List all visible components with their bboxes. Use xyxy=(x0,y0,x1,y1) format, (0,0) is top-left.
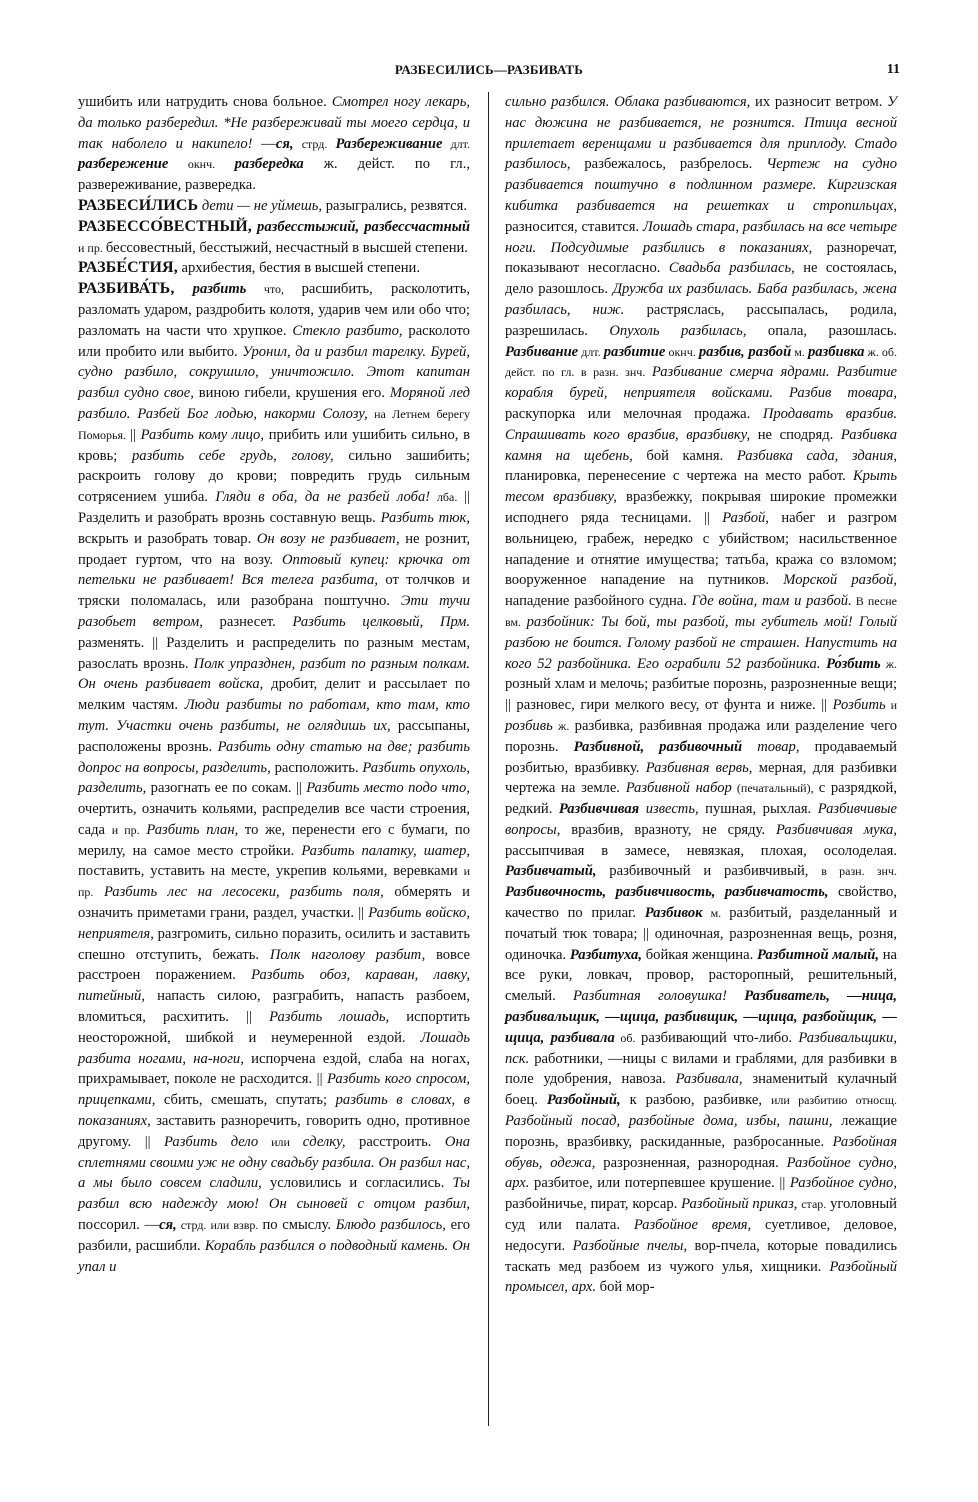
entry-text: Гляди в оба, да не разбей лоба! xyxy=(215,489,431,506)
entry-text: || Разделить и разобрать врознь составную вещь. xyxy=(78,489,471,526)
entry-text xyxy=(174,281,192,297)
entry-text: разбить себе грудь, голову, xyxy=(131,447,334,464)
entry-text: и пр. xyxy=(78,240,106,255)
entry-text: об. xyxy=(614,1030,642,1045)
entry-text: планировка, перенесение с чертежа на место работ. xyxy=(505,468,853,485)
entry-text: Лошадь стара, разбилась на все четыре ноги. Подсудимые разбились в показаниях, xyxy=(505,218,897,256)
entry-text: розбивь xyxy=(505,717,553,734)
entry-text: разбитие xyxy=(603,343,666,360)
entry-text: ж. xyxy=(552,718,575,733)
entry-text: Крыть тесом вразбивку, xyxy=(505,468,897,506)
entry-text xyxy=(742,739,757,755)
entry-text: Разбойное судно, арх. xyxy=(505,1154,898,1192)
entry-text: вскрыть и разобрать товар. xyxy=(78,530,257,547)
entry-text: нападение разбойного судна. xyxy=(505,593,692,610)
column-divider xyxy=(488,92,489,1426)
entry-text: Продавать вразбив. Спрашивать кого вразбив, вразбивку, xyxy=(505,405,897,443)
entry-text xyxy=(727,988,744,1004)
entry-text: Разбить войско, неприятеля, xyxy=(78,905,470,942)
entry-text: испортить неосторожной, шибкой и неумеренной ездой. xyxy=(78,1009,471,1046)
entry-text: Разбить кого спросом, прицепками, xyxy=(78,1071,470,1109)
entry-text: Разбивной, разбивочный xyxy=(573,738,743,755)
entry-text: рассыпчивая в замесе, невязкая, плохая, осолоделая. xyxy=(505,842,897,859)
entry-text: Разбойное время, xyxy=(633,1217,752,1234)
entry-text: стрд. или взвр. xyxy=(176,1218,263,1233)
entry-text: окнч. xyxy=(665,344,699,359)
entry-text: розный хлам и мелочь; разбитые порознь, разрозненные вещи; || разновес, гири мелкого весу, от фунта и ниже. || xyxy=(505,676,897,714)
entry-text: на Летнем берегу Поморья. xyxy=(78,406,470,442)
entry-text: бой камня. xyxy=(632,447,737,464)
entry-text: Смотрел ногу лекарь, да только разбередил. *Не разбереживай ты моего сердца, и так наболело и накипело! xyxy=(78,94,470,152)
running-header xyxy=(78,62,900,84)
entry-text: архибестия, бестия в высшей степени. xyxy=(177,260,420,277)
entry-text: (печатальный), xyxy=(731,781,819,796)
entry-text: уголовный суд или палата. xyxy=(505,1196,897,1234)
entry-text: Разбить место подо что, xyxy=(306,780,470,797)
entry-text: Морской разбой, xyxy=(783,572,897,589)
entry-text: Где война, там и разбой. xyxy=(691,593,852,610)
entry-text: не сподряд. xyxy=(750,426,841,443)
entry-headword: РАЗБЕСИ́ЛИСЬ xyxy=(78,196,199,214)
entry-text: ж. об. дейст. по гл. в разн. знч. xyxy=(505,344,898,380)
entry-text: знаменитый кулачный боец. xyxy=(505,1071,897,1109)
entry-text: вразбежку, покрывая широкие промежки исподнего ряда тесницами. || xyxy=(505,489,897,526)
entry-text: Разбивчатый, xyxy=(505,863,597,880)
entry-text: товар, xyxy=(757,738,800,755)
entry-text: Разбойные пчелы, xyxy=(572,1237,688,1254)
entry-text: Разбивочность, разбивчивость, разбивчатость, xyxy=(505,884,829,901)
entry-text: дробит, делит и рассылает по мелким частям. xyxy=(78,676,470,714)
entry-text: не рознит, продает гуртом, что на возу. xyxy=(78,530,470,568)
entry-text: прибить или ушибить сильно, в кровь; xyxy=(78,426,470,464)
entry-text: Разбить лес на лесосеки, разбить поля, xyxy=(103,884,384,901)
entry-text: Разбитная головушка! xyxy=(573,988,728,1005)
page-number: 11 xyxy=(886,62,900,77)
entry-text: Люди разбиты по работам, кто там, кто тут. Участки очень разбиты, не оглядишь их, xyxy=(78,697,470,734)
entry-text: Разбивчивая мука, xyxy=(775,821,897,838)
entry-text: Ты разбил всю надежду мою! Он сыновей с отцом разбил, xyxy=(78,1175,471,1213)
entry-text: их разносит ветром. xyxy=(750,94,888,110)
entry-text: и пр. xyxy=(111,822,140,837)
entry-text: продаваемый розбитью, вразбивку. xyxy=(505,738,897,776)
entry-text: Разбивчивая xyxy=(558,801,640,818)
entry-text: Корабль разбился о подводный камень. Он упал и xyxy=(78,1237,470,1275)
entry-text: Разбойная обувь, одежа, xyxy=(505,1133,897,1171)
entry-text: Прм. xyxy=(439,613,471,630)
entry-text: к разбою, разбивке, xyxy=(620,1092,771,1109)
entry-text: Разбивная вервь, xyxy=(645,759,753,776)
entry-text: на все руки, ловкач, провор, расторопный, решительный, смелый. xyxy=(505,946,898,1005)
entry-text: разогнать ее по сокам. || xyxy=(146,780,307,797)
entry-text xyxy=(93,884,104,900)
entry-text: по смыслу. xyxy=(262,1217,336,1234)
entry-text: Разбить обоз, караван, лавку, питейный, xyxy=(78,967,471,1005)
entry-text: Разбить опухоль, разделить, xyxy=(78,759,470,797)
entry-text: мерная, для разбивки чертежа на земле. xyxy=(505,759,897,797)
entry-text: ниж. xyxy=(592,301,625,318)
entry-text: бой мор- xyxy=(596,1279,655,1296)
entry-text: рассыпаны, расположены врознь. xyxy=(78,717,470,755)
entry-text: разбивка, разбивная продажа или разделение чего порознь. xyxy=(505,717,897,755)
entry-text: Лошадь разбита ногами, на-ноги, xyxy=(78,1029,470,1067)
entry-text: то же, перенести его с бумаги, по мерилу, на самое место стройки. xyxy=(78,821,470,859)
entry-text: бессовестный, бесстыжий, несчастный в высшей степени. xyxy=(105,239,468,256)
entry-text: опала, разошлась. xyxy=(746,322,897,339)
entry-headword: РАЗБИВА́ТЬ, xyxy=(78,280,175,298)
entry-text: пушная, рыхлая. xyxy=(698,801,818,818)
entry-text: расположить. xyxy=(270,759,363,776)
entry-text: Разбивной набор xyxy=(625,780,732,797)
entry-text: Разбивала, xyxy=(675,1071,743,1088)
entry-text: Разбить тюк, xyxy=(380,509,470,526)
entry-text: разбив, разбой xyxy=(698,343,792,360)
entry-text: обмерять и означить приметами грани, раздел, участки. || xyxy=(78,884,470,922)
right-column xyxy=(505,92,897,1298)
entry-text: заставить разноречить, говорить одно, противное другому. || xyxy=(78,1113,470,1150)
entry-text: разносится, ставится. xyxy=(505,218,643,235)
entry-text: пск. xyxy=(505,1050,530,1067)
entry-text: Разбивчивые вопросы, xyxy=(505,801,897,838)
entry-text: окнч. xyxy=(168,157,235,172)
entry-text: длт. xyxy=(442,136,470,151)
left-column-entry xyxy=(78,279,470,1277)
entry-text: м. xyxy=(702,906,730,921)
entry-text: виною гибели, крушения его. xyxy=(193,385,390,402)
entry-text: разноречат, показывают несогласно. xyxy=(505,239,897,277)
entry-text: разбойничье, пират, корсар. xyxy=(505,1196,682,1213)
entry-text xyxy=(571,302,593,318)
entry-text: Разбитной малый, xyxy=(756,946,879,963)
entry-text: бойкая женщина. xyxy=(642,946,757,963)
left-column-entry xyxy=(78,196,470,217)
entry-text: Розбить xyxy=(832,697,886,714)
entry-text: Полк наголову разбит, xyxy=(269,946,426,963)
entry-text: Разбить палатку, шатер, xyxy=(301,842,470,859)
entry-text: дети — не уймешь, xyxy=(201,197,323,214)
entry-text: У нас дюжина не разбивается, не рознится. Птица весной прилетает веренщами и разбивается для приплоду. Стадо разбилось, xyxy=(505,94,897,173)
entry-text: Разбить одну статью на две; разбить допрос на вопросы, разделить, xyxy=(78,738,470,776)
entry-text: Чертеж на судно разбивается поштучно в подлинном размере. Киргизская кибитка разбивается на решетках и стропильцах, xyxy=(505,156,897,214)
entry-text: его разбили, расшибли. xyxy=(78,1217,470,1254)
entry-text: Разбитуха, xyxy=(569,946,642,963)
entry-text: сильно зашибить; раскроить голову до крови; повредить грудь сильным сотрясением ушиба. xyxy=(78,447,471,506)
entry-text: Разбивальщики, xyxy=(798,1029,897,1046)
entry-text: Дружба их разбилась. Баба разбилась, жена разбилась, xyxy=(505,281,897,318)
entry-text: Разбивка сада, здания, xyxy=(736,447,897,464)
entry-text: не состоялась, дело разошлось. xyxy=(505,260,897,298)
entry-text: разбивка xyxy=(807,343,865,360)
entry-text: разбитый, разделанный и початый тюк товара; || одиночная, разрозненная вещь, розня, одиночка. xyxy=(505,905,898,963)
entry-text: || xyxy=(130,426,141,443)
page-title: РАЗБЕСИЛИСЬ—РАЗБИВАТЬ xyxy=(394,62,584,77)
entry-text: условились и согласились. xyxy=(261,1175,453,1192)
entry-text: Эти тучи разобьет ветром, xyxy=(78,593,470,630)
left-column xyxy=(78,92,470,1277)
entry-text: Она сплетнями своими уж не одну свадьбу разбила. Он разбил нас, а мы было совсем сладили, xyxy=(78,1133,470,1192)
entry-text: разбережение xyxy=(78,156,169,173)
entry-text: или xyxy=(258,1134,303,1149)
entry-text: Разбить кому лицо, xyxy=(140,426,265,443)
entry-text: очертить, означить кольями, распределив все части строения, сада xyxy=(78,801,470,838)
entry-text: или разбитию относщ. xyxy=(770,1093,897,1108)
entry-text: Стекло разбито, xyxy=(292,322,403,339)
entry-text: Разбить дело xyxy=(164,1133,259,1150)
entry-text: ся, xyxy=(275,135,294,152)
entry-text: напасть силою, разграбить, напасть разбоем, вломиться, расхитить. || xyxy=(78,988,470,1026)
entry-text: известь, xyxy=(645,801,699,818)
entry-text: разнесет. xyxy=(202,613,293,630)
entry-text: Разбереживание xyxy=(335,135,443,152)
entry-text: разбесстыжий, разбессчастный xyxy=(257,218,470,235)
entry-text: и xyxy=(885,698,897,713)
entry-text: испорчена ездой, слаба на ногах, прихрамывает, поколе не расходится. || xyxy=(78,1050,470,1088)
entry-text: Опухоль разбилась, xyxy=(609,322,747,339)
entry-text: суетливое, деловое, недосуги. xyxy=(505,1217,897,1254)
entry-text: стрд. xyxy=(293,136,336,151)
entry-text: вразбив, вразноту, не сряду. xyxy=(560,821,776,838)
entry-text: Уронил, да и разбил тарелку. Бурей, судно разбило, сокрушило, уничтожило. Этот капитан разбил судно свое, xyxy=(78,343,470,402)
entry-text: Разбой, xyxy=(722,509,769,526)
entry-text: расшибить, расколотить, разломать ударом, раздробить колотя, ударив чем или обо что; разломать на части что хрупкое. xyxy=(78,281,470,339)
entry-text: ушибить или натрудить снова больное. xyxy=(78,94,332,110)
entry-text: разбить в словах, в показаниях, xyxy=(78,1092,470,1130)
entry-text: Разбивание смерча ядрами. Разбитие корабля бурей, неприятеля войсками. Разбив товара, xyxy=(505,364,897,402)
entry-text: работники, —ницы с вилами и граблями, для разбивки в поле удобрения, навоза. xyxy=(505,1050,897,1088)
entry-text: Свадьба разбилась, xyxy=(668,260,795,277)
entry-headword: РАЗБЕССО́ВЕСТНЫЙ, xyxy=(78,217,252,235)
entry-text: Полк упразднен, разбит по разным полкам. Он очень разбивает войска, xyxy=(78,655,471,693)
entry-text: длт. xyxy=(578,344,604,359)
entry-text: Разбивание xyxy=(505,343,579,360)
entry-text: раскупорка или мелочная продажа. xyxy=(505,405,763,422)
entry-headword: РАЗБЕ́СТИЯ, xyxy=(78,259,178,277)
entry-text: Ро́збить xyxy=(826,655,881,672)
entry-text: разбежалось, разбрелось. xyxy=(570,156,767,173)
entry-text: вор-пчела, которые повадились таскать мед разбоем из чужого улья, хищники. xyxy=(505,1237,898,1275)
entry-text: Разбить лошадь, xyxy=(269,1009,390,1026)
entry-text: с разрядкой, редкий. xyxy=(505,780,897,818)
entry-text: расколото или пробито или выбито. xyxy=(78,322,470,360)
entry-text: лежащие порознь, вразбивку, раскиданные, разбросанные. xyxy=(505,1113,897,1150)
entry-text: что, xyxy=(246,282,302,297)
right-column-entry xyxy=(505,92,897,1298)
left-column-entry xyxy=(78,258,470,279)
entry-text: Разбивок xyxy=(644,905,703,922)
entry-text: разбивочный и разбивчивый, xyxy=(596,863,822,880)
entry-text: Разбойный приказ, xyxy=(681,1196,798,1213)
entry-text: разбивающий что-либо. xyxy=(641,1029,799,1046)
entry-text: от толчков и тряски поломалась, или разобрана поштучно. xyxy=(78,572,470,610)
entry-text: разбойник: Ты бой, ты разбой, ты губитель мой! Голый разбою не боится. Голому разбой не страшен. Напустить на кого 52 разбойника. Его ограбили 52 разбойника. xyxy=(505,613,898,672)
entry-text: расстроить. xyxy=(345,1133,445,1150)
entry-text: поссорил. — xyxy=(78,1217,160,1234)
entry-text: разменять. || Разделить и распределить по разным местам, разослать врознь. xyxy=(78,634,470,672)
left-column-entry xyxy=(78,217,470,259)
entry-text: Разбойное судно, xyxy=(789,1175,897,1192)
entry-text: сделку, xyxy=(302,1133,346,1150)
entry-text: Разбить план, xyxy=(146,821,239,838)
entry-text: Оптовый купец: крючка от петельки не разбивает! Вся телега разбита, xyxy=(78,551,470,589)
entry-text: в разн. знч. xyxy=(821,864,897,879)
left-column-entry xyxy=(78,92,470,196)
entry-text: разбитое, или потерпевшее крушение. || xyxy=(529,1175,790,1192)
entry-text: Разбить целковый, xyxy=(292,613,424,630)
entry-text: сбить, смешать, спутать; xyxy=(155,1092,336,1109)
entry-text: растряслась, рассыпалась, родила, разрешилась. xyxy=(505,301,897,339)
entry-text: вовсе расстроен поражением. xyxy=(78,946,470,984)
entry-text: разбить xyxy=(192,281,247,298)
entry-text: Он возу не разбивает, xyxy=(256,530,400,547)
entry-text: В песне вм. xyxy=(505,594,897,629)
entry-text: Разбойный посад, разбойные дома, избы, пашни, xyxy=(505,1113,833,1130)
entry-text: лба. xyxy=(430,490,465,505)
entry-text: разгромить, сильно поразить, осилить и заставить спешно отступить, бежать. xyxy=(78,925,470,963)
entry-text: ся, xyxy=(159,1217,177,1234)
entry-text: — xyxy=(252,135,276,152)
entry-text: Разбивка камня на щебень, xyxy=(505,426,897,464)
entry-text: ж. xyxy=(880,656,897,671)
entry-text: м. xyxy=(791,344,808,359)
entry-text: Блюдо разбилось, xyxy=(335,1217,446,1234)
entry-text: разыгрались, резвятся. xyxy=(322,197,467,214)
entry-text: разрозненная, разнородная. xyxy=(595,1154,787,1171)
entry-text: Моряной лед разбило. Разбей Бог лодью, накорми Солозу, xyxy=(78,385,470,422)
entry-text: Разбойный, xyxy=(546,1092,621,1109)
entry-text xyxy=(423,614,440,630)
entry-text: свойство, качество по прилаг. xyxy=(505,884,897,922)
entry-text: Разбойный промысел, арх. xyxy=(505,1258,897,1296)
entry-text: стар. xyxy=(801,1197,827,1212)
entry-text: набег и разгром вольницею, грабеж, нередко с убийством; насильственное нападение и отнятие имущества; татьба, кража со взломом; вооруженное нападение на путников. xyxy=(505,509,897,589)
entry-text: Разбиватель, —ница, разбивальщик, —щица, разбивщик, —щица, разбойщик, —щица, разбивала xyxy=(505,988,897,1046)
entry-text: ж. дейст. по гл., развереживание, развередка. xyxy=(78,156,470,194)
entry-text: разбередка xyxy=(234,156,304,173)
entry-text: сильно разбился. Облака разбиваются, xyxy=(505,94,751,110)
entry-text: и пр. xyxy=(78,864,470,900)
entry-text: поставить, уставить на месте, укрепив кольями, веревками xyxy=(78,863,464,880)
